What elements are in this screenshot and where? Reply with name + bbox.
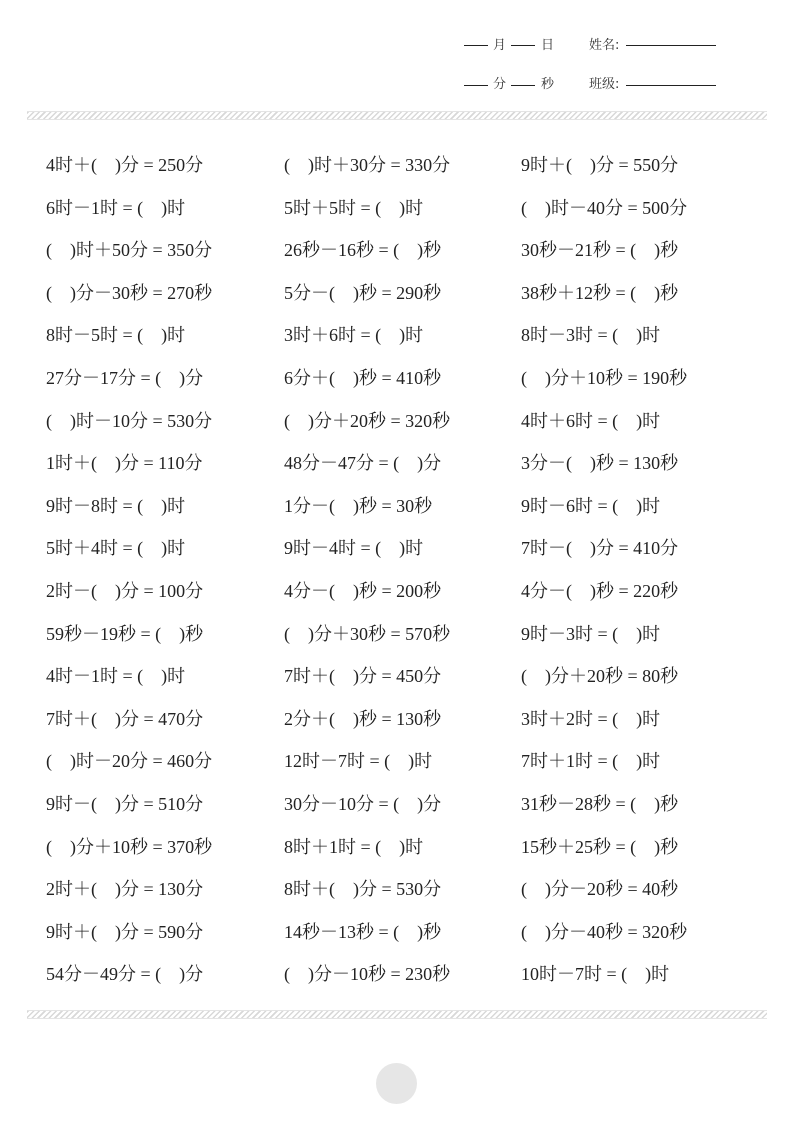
problem-item: 8时－5时 = ( )时 (46, 325, 186, 346)
problem-item: 30秒－21秒 = ( )秒 (521, 240, 679, 261)
problem-item: 4分－( )秒 = 200秒 (284, 581, 442, 601)
problem-item: 30分－10分 = ( )分 (284, 794, 442, 814)
problem-item: 4分－( )秒 = 220秒 (521, 581, 679, 601)
problem-item: 9时－8时 = ( )时 (46, 495, 186, 516)
problem-item: ( )时－20分 = 460分 (46, 751, 213, 772)
problem-item: 7时＋( )分 = 450分 (284, 666, 442, 687)
day-blank[interactable] (511, 45, 535, 46)
name-label: 姓名: (589, 38, 620, 53)
problem-item: 3时＋6时 = ( )时 (284, 325, 424, 346)
problem-item: 15秒＋25秒 = ( )秒 (521, 836, 679, 857)
problem-item: ( )分＋10秒 = 370秒 (46, 836, 213, 857)
problem-item: 7时－( )分 = 410分 (521, 538, 679, 559)
problem-item: ( )分＋20秒 = 80秒 (521, 666, 679, 687)
problem-item: ( )分－10秒 = 230秒 (284, 964, 451, 985)
problem-item: 6时－1时 = ( )时 (46, 197, 186, 218)
problem-item: 54分－49分 = ( )分 (46, 964, 204, 985)
problem-item: 12时－7时 = ( )时 (284, 751, 433, 772)
problem-item: 4时－1时 = ( )时 (46, 666, 186, 687)
problem-item: 4时＋6时 = ( )时 (521, 410, 661, 431)
problem-item: 48分－47分 = ( )分 (284, 453, 442, 474)
problem-item: 1时＋( )分 = 110分 (46, 453, 203, 474)
problem-item: 31秒－28秒 = ( )秒 (521, 794, 679, 814)
class-label: 班级: (589, 77, 620, 92)
problem-item: ( )分＋30秒 = 570秒 (284, 623, 451, 644)
problem-item: 10时－7时 = ( )时 (521, 964, 670, 985)
problem-item: 9时－3时 = ( )时 (521, 623, 661, 644)
problem-item: 9时＋( )分 = 590分 (46, 921, 204, 942)
problem-item: ( )分＋10秒 = 190秒 (521, 368, 688, 388)
problem-item: ( )时＋50分 = 350分 (46, 240, 213, 261)
problem-item: 4时＋( )分 = 250分 (46, 155, 204, 175)
class-blank[interactable] (626, 85, 716, 86)
problem-item: ( )时＋30分 = 330分 (284, 155, 451, 175)
second-blank[interactable] (511, 85, 535, 86)
problem-item: 9时－4时 = ( )时 (284, 538, 424, 559)
minute-blank[interactable] (464, 85, 488, 86)
problem-item: ( )分－30秒 = 270秒 (46, 282, 213, 303)
problem-item: 8时－3时 = ( )时 (521, 325, 661, 346)
day-label: 日 (541, 38, 555, 53)
problem-item: 7时＋( )分 = 470分 (46, 708, 204, 729)
month-label: 月 (493, 38, 507, 53)
problem-item: 1分－( )秒 = 30秒 (284, 495, 433, 516)
page-number-circle (376, 1063, 417, 1104)
problem-item: 5时＋4时 = ( )时 (46, 538, 186, 559)
problem-item: 6分＋( )秒 = 410秒 (284, 368, 442, 388)
problem-item: ( )时－40分 = 500分 (521, 197, 688, 218)
problem-item: 3时＋2时 = ( )时 (521, 708, 661, 729)
problem-item: ( )分＋20秒 = 320秒 (284, 410, 451, 431)
problem-item: 7时＋1时 = ( )时 (521, 751, 661, 772)
problem-item: 8时＋1时 = ( )时 (284, 836, 424, 857)
problem-item: ( )分－20秒 = 40秒 (521, 879, 679, 900)
problem-item: 2时＋( )分 = 130分 (46, 879, 204, 900)
problem-item: 2分＋( )秒 = 130秒 (284, 708, 442, 729)
problem-item: 8时＋( )分 = 530分 (284, 879, 442, 900)
name-blank[interactable] (626, 45, 716, 46)
problem-item: 5时＋5时 = ( )时 (284, 197, 424, 218)
problem-item: 9时－6时 = ( )时 (521, 495, 661, 516)
problem-item: 2时－( )分 = 100分 (46, 581, 204, 601)
problem-item: 27分－17分 = ( )分 (46, 368, 204, 388)
problem-item: ( )时－10分 = 530分 (46, 410, 213, 431)
problem-item: 9时－( )分 = 510分 (46, 794, 204, 814)
problem-item: ( )分－40秒 = 320秒 (521, 921, 688, 942)
problem-item: 9时＋( )分 = 550分 (521, 155, 679, 175)
second-label: 秒 (541, 77, 555, 92)
problem-item: 5分－( )秒 = 290秒 (284, 282, 442, 303)
problem-item: 38秒＋12秒 = ( )秒 (521, 282, 679, 303)
problem-item: 14秒－13秒 = ( )秒 (284, 921, 442, 942)
bottom-divider (27, 1010, 767, 1019)
minute-label: 分 (493, 77, 507, 92)
top-divider (27, 111, 767, 120)
problem-item: 3分－( )秒 = 130秒 (521, 453, 679, 474)
problem-item: 59秒－19秒 = ( )秒 (46, 623, 204, 644)
problem-item: 26秒－16秒 = ( )秒 (284, 240, 442, 261)
month-blank[interactable] (464, 45, 488, 46)
